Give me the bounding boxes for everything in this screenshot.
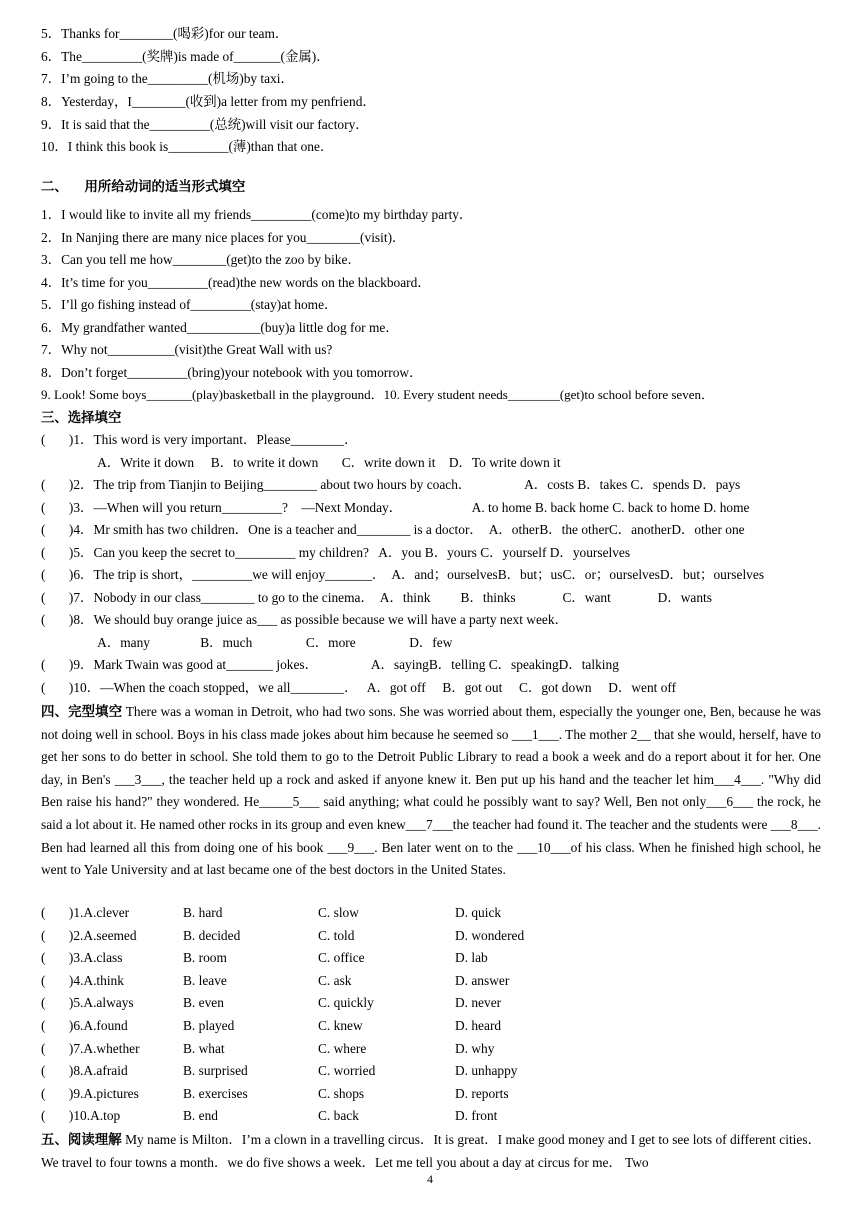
- cloze-option-8-b: B. surprised: [183, 1063, 248, 1079]
- choice-item-3: ( )3．—When will you return_________? —Next Monday． A. to home B. back home C. back to home D. home: [41, 500, 750, 515]
- cloze-option-5-b: B. even: [183, 995, 224, 1011]
- cloze-option-6-c: C. knew: [318, 1018, 363, 1033]
- cloze-option-7-c: C. where: [318, 1040, 367, 1056]
- section-5-heading: 五、阅读理解: [41, 1132, 122, 1147]
- cloze-option-8-c: C. worried: [318, 1063, 376, 1079]
- cloze-option-8-n: ( )8.A.afraid: [41, 1063, 128, 1079]
- verb-item-8: 8．Don’t forget_________(bring)your notebook with you tomorrow．: [41, 365, 423, 380]
- cloze-option-3-b: B. room: [183, 950, 227, 966]
- section-2-heading: 二、 用所给动词的适当形式填空: [41, 179, 246, 194]
- cloze-option-9-d: D. reports: [455, 1085, 509, 1101]
- section-3-heading: 三、选择填空: [41, 410, 122, 425]
- choice-item-2: ( )2．The trip from Tianjin to Beijing________ about two hours by coach． A．costs B．takes C．spends D．pays: [41, 477, 741, 492]
- cloze-option-4-n: ( )4.A.think: [41, 972, 124, 988]
- cloze-option-1-b: B. hard: [183, 905, 223, 920]
- choice-item-1-options: A．Write it down B．to write it down C．write down it D．To write down it: [41, 455, 561, 470]
- choice-item-8-options: A．many B．much C．more D．few: [41, 635, 453, 650]
- cloze-option-6-n: ( )6.A.found: [41, 1018, 128, 1033]
- choice-item-9: ( )9．Mark Twain was good at_______ jokes． A．sayingB．telling C．speakingD．talking: [41, 657, 619, 672]
- cloze-option-1-c: C. slow: [318, 905, 359, 920]
- cloze-option-7-n: ( )7.A.whether: [41, 1040, 140, 1056]
- verb-item-4: 4．It’s time for you_________(read)the new words on the blackboard．: [41, 275, 431, 290]
- cloze-option-5-c: C. quickly: [318, 995, 374, 1011]
- verb-item-1: 1．I would like to invite all my friends_________(come)to my birthday party．: [41, 207, 473, 222]
- cloze-option-5-n: ( )5.A.always: [41, 995, 134, 1011]
- cloze-option-3-d: D. lab: [455, 950, 488, 966]
- cloze-option-5-d: D. never: [455, 995, 502, 1011]
- cloze-option-9-n: ( )9.A.pictures: [41, 1085, 139, 1101]
- cloze-option-10-d: D. front: [455, 1108, 498, 1124]
- choice-item-10: ( )10．—When the coach stopped，we all________． A．got off B．got out C．got down D．went off: [41, 680, 677, 695]
- vocab-item-8: 8．Yesterday，I________(收到)a letter from my penfriend．: [41, 94, 376, 109]
- cloze-passage: [41, 701, 821, 882]
- choice-item-4: ( )4．Mr smith has two children．One is a teacher and________ is a doctor． A．otherB．the otherC．anotherD．other one: [41, 522, 745, 537]
- reading-passage: [41, 1129, 821, 1174]
- cloze-option-1-n: ( )1.A.clever: [41, 905, 130, 920]
- cloze-option-7-b: B. what: [183, 1040, 225, 1056]
- choice-item-5: ( )5．Can you keep the secret to_________ my children? A．you B．yours C．yourself D．yourselves: [41, 545, 631, 560]
- cloze-text: There was a woman in Detroit, who had two sons. She was worried about them, especially the younger one, Ben, because he was not doing well in school. Boys in his class made jokes about him because he seemed so ___1___. The mother 2__ that she would, herself, have to get her sons to do better in school. She told them to go to the Detroit Public Library to read a book a week and do a report about it for her. One day, in Ben's ___3___, the teacher held up a rock and asked if anyone knew it. Ben put up his hand and the teacher let him___4___. "Why did Ben raise his hand?" they wondered. He_____5___ said anything; what could he possibly want to say? Well, Ben not only___6___ the rock, he said a lot about it. He named other rocks in its group and even knew___7___the teacher had found it. The teacher and the students were ___8___. Ben had learned all this from doing one of his book ___9___. Ben later went on to the ___10___of his class. When he finished high school, he went to Yale University and at last became one of the best doctors in the United States.: [41, 704, 821, 878]
- verb-item-3: 3．Can you tell me how________(get)to the zoo by bike．: [41, 252, 361, 267]
- verb-item-2: 2．In Nanjing there are many nice places for you________(visit)．: [41, 230, 406, 245]
- vocab-item-9: 9．It is said that the_________(总统)will visit our factory．: [41, 117, 369, 132]
- cloze-option-2-b: B. decided: [183, 927, 241, 943]
- reading-text: My name is Milton．I’m a clown in a travelling circus．It is great．I make good money and I get to see lots of different cities．We travel to four towns a month．we do five shows a week．Let me tell you about a day at circus for me． Two: [41, 1132, 821, 1170]
- cloze-option-4-c: C. ask: [318, 972, 352, 988]
- choice-item-1: ( )1．This word is very important．Please________．: [41, 432, 358, 447]
- cloze-option-9-b: B. exercises: [183, 1085, 248, 1101]
- cloze-option-10-c: C. back: [318, 1108, 359, 1124]
- page-number: 4: [427, 1172, 433, 1186]
- cloze-option-1-d: D. quick: [455, 905, 502, 920]
- cloze-option-3-c: C. office: [318, 950, 365, 966]
- vocab-item-5: 5．Thanks for________(喝彩)for our team．: [41, 26, 289, 41]
- verb-item-5: 5．I’ll go fishing instead of_________(stay)at home．: [41, 297, 338, 312]
- cloze-option-2-n: ( )2.A.seemed: [41, 927, 137, 943]
- cloze-option-6-b: B. played: [183, 1018, 235, 1033]
- cloze-option-10-n: ( )10.A.top: [41, 1108, 121, 1124]
- choice-item-6: ( )6．The trip is short，_________we will enjoy_______． A．and；ourselvesB．but；usC．or；ourselvesD．but；ourselves: [41, 567, 765, 582]
- choice-item-7: ( )7．Nobody in our class________ to go to the cinema． A．think B．thinks C．want D．wants: [41, 590, 712, 605]
- cloze-option-4-b: B. leave: [183, 972, 227, 988]
- vocab-item-10: 10．I think this book is_________(薄)than that one．: [41, 139, 334, 154]
- cloze-option-2-d: D. wondered: [455, 927, 525, 943]
- cloze-option-8-d: D. unhappy: [455, 1063, 518, 1079]
- verb-item-6: 6．My grandfather wanted___________(buy)a little dog for me．: [41, 320, 399, 335]
- verb-item-7: 7．Why not__________(visit)the Great Wall with us?: [41, 342, 333, 357]
- cloze-option-7-d: D. why: [455, 1040, 495, 1056]
- cloze-option-10-b: B. end: [183, 1108, 218, 1124]
- verb-item-9-10: 9. Look! Some boys_______(play)basketball in the playground．10. Every student needs________(get)to school before seven．: [41, 387, 714, 402]
- cloze-option-2-c: C. told: [318, 927, 355, 943]
- cloze-option-4-d: D. answer: [455, 972, 510, 988]
- cloze-option-6-d: D. heard: [455, 1018, 502, 1033]
- vocab-item-6: 6．The_________(奖牌)is made of_______(金属)．: [41, 49, 330, 64]
- cloze-option-3-n: ( )3.A.class: [41, 950, 123, 966]
- vocab-item-7: 7．I’m going to the_________(机场)by taxi．: [41, 71, 294, 86]
- choice-item-8: ( )8．We should buy orange juice as___ as possible because we will have a party next week．: [41, 612, 568, 627]
- section-4-heading: 四、完型填空: [41, 704, 123, 719]
- cloze-option-9-c: C. shops: [318, 1085, 365, 1101]
